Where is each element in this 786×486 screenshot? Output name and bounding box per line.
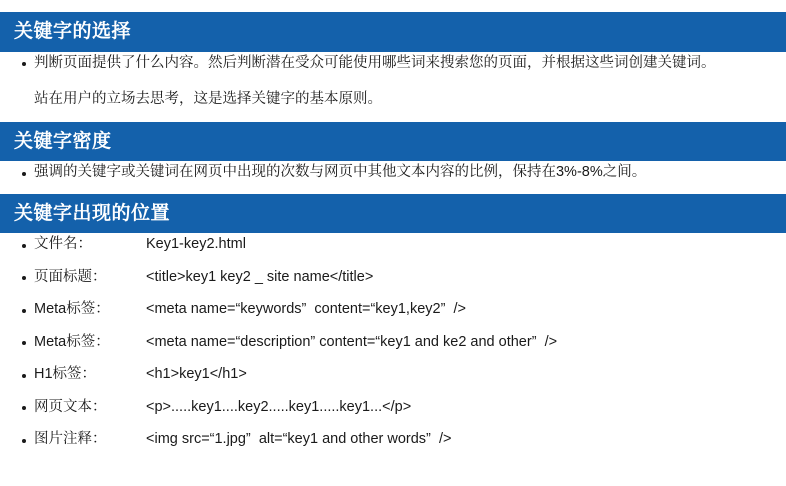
paragraph-keyword-selection-note: 站在用户的立场去思考，这是选择关键字的基本原则。 [34,91,382,108]
bullet-list-keyword-placement [0,233,786,450]
placement-value: <meta name=“description” content=“key1 and ke2 and other” /> [146,333,558,350]
section-heading-keyword-placement: 关键字出现的位置 [0,194,786,234]
placement-row [34,396,786,418]
section-body-keyword-placement [0,233,786,450]
placement-label: Meta标签： [34,301,110,318]
placement-value: <img src=“1.jpg” alt=“key1 and other words” /> [146,431,452,448]
placement-value: <meta name=“keywords” content=“key1,key2” /> [146,301,466,318]
section-heading-keyword-selection: 关键字的选择 [0,12,786,52]
list-item: 判断页面提供了什么内容。然后判断潜在受众可能使用哪些词来搜索您的页面，并根据这些词创建关键词。 [0,52,786,74]
placement-row [34,266,786,288]
placement-value: <h1>key1</h1> [146,366,247,383]
placement-label: H1标签： [34,366,97,383]
bullet-list-keyword-selection [0,52,786,74]
placement-label: 文件名： [34,236,92,253]
placement-row [34,298,786,320]
document-page [0,12,786,486]
section-heading-keyword-density: 关键字密度 [0,122,786,162]
list-item: 强调的关键字或关键词在网页中出现的次数与网页中其他文本内容的比例，保持在3%-8%之间。 [0,161,786,183]
placement-value: <p>.....key1....key2.....key1.....key1...</p> [146,398,412,415]
list-item [0,233,786,255]
placement-value: Key1-key2.html [146,236,246,253]
list-item [0,298,786,320]
placement-label: 网页文本： [34,398,107,415]
placement-label: 页面标题： [34,268,107,285]
list-item [0,396,786,418]
section-body-keyword-selection [0,52,786,111]
list-item [0,363,786,385]
list-item [0,266,786,288]
placement-label: 图片注释： [34,431,107,448]
placement-value: <title>key1 key2 _ site name</title> [146,268,374,285]
placement-row [34,363,786,385]
placement-row [34,428,786,450]
placement-row [34,331,786,353]
section-body-keyword-density [0,161,786,183]
list-item [0,331,786,353]
placement-row [34,233,786,255]
bullet-list-keyword-density [0,161,786,183]
list-item [0,428,786,450]
placement-label: Meta标签： [34,333,110,350]
